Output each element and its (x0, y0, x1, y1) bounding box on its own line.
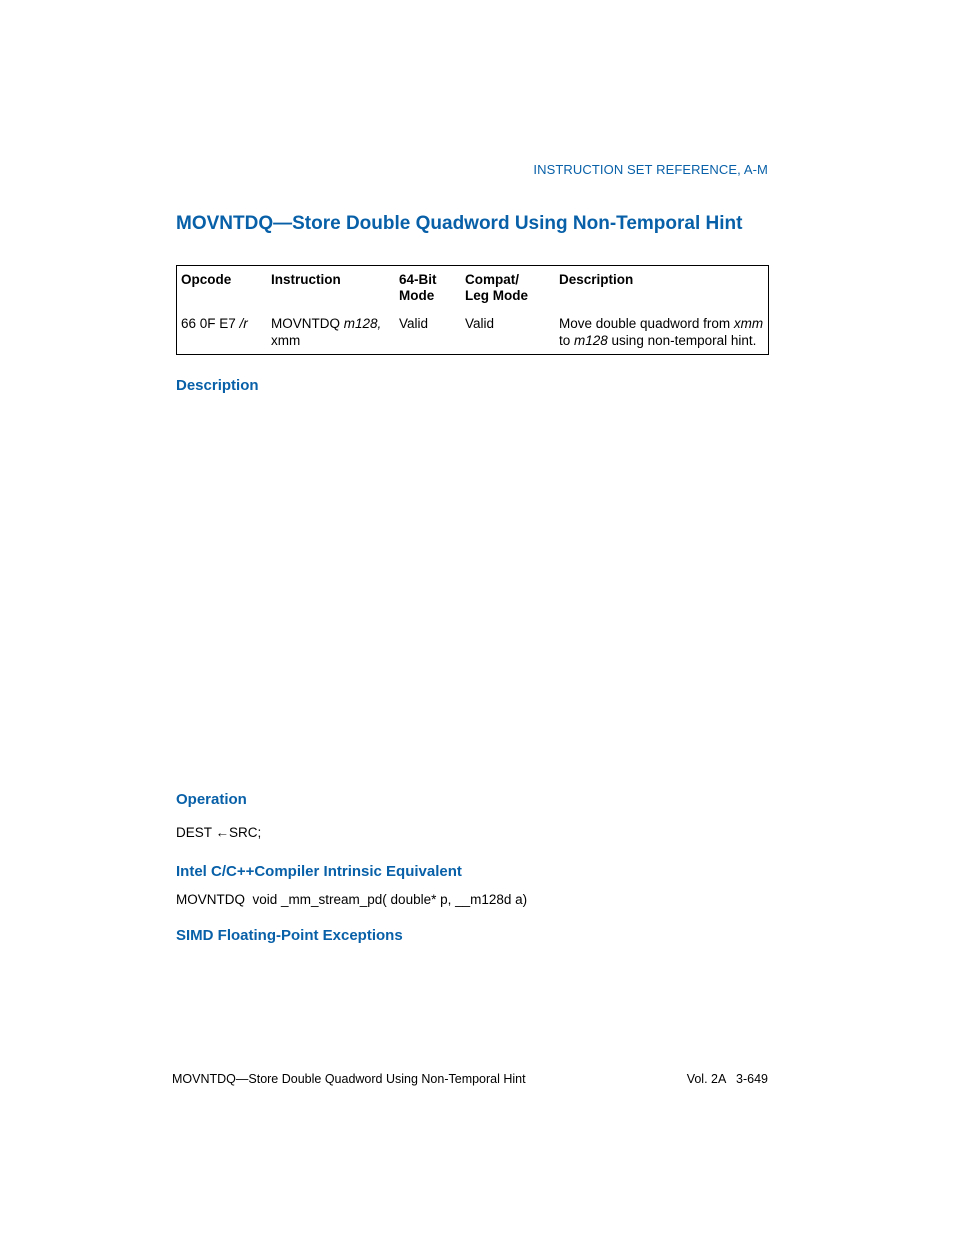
description-heading: Description (176, 377, 259, 394)
running-head: INSTRUCTION SET REFERENCE, A-M (533, 162, 768, 177)
desc-part3: using non-temporal hint. (607, 333, 757, 348)
instruction-italic: m128, (343, 316, 382, 331)
opcode-table (176, 265, 769, 355)
cell-description (555, 308, 769, 355)
operation-code: DEST ←SRC; (176, 825, 262, 840)
desc-part1: Move double quadword from (559, 316, 734, 331)
header-64bit-mode (395, 266, 461, 309)
instruction-main: MOVNTDQ (271, 316, 344, 331)
header-compat-line1: Compat/ (465, 272, 519, 287)
desc-italic1: xmm (733, 316, 764, 331)
operation-heading: Operation (176, 791, 247, 808)
header-instruction: Instruction (271, 272, 341, 287)
header-compat-line2: Leg Mode (465, 288, 528, 303)
cell-64bit-mode: Valid (399, 316, 429, 331)
opcode-main: 66 0F E7 (181, 316, 240, 331)
footer-right: Vol. 2A 3-649 (686, 1072, 768, 1086)
header-64bit-line2: Mode (399, 288, 435, 303)
footer-left: MOVNTDQ—Store Double Quadword Using Non-Temporal Hint (172, 1072, 526, 1086)
table-header-row (177, 266, 769, 309)
simd-exceptions-heading: SIMD Floating-Point Exceptions (176, 927, 403, 944)
desc-part2: to (559, 333, 575, 348)
header-description: Description (559, 272, 634, 287)
intrinsic-heading: Intel C/C++Compiler Intrinsic Equivalent (176, 863, 462, 880)
instruction-line2: xmm (271, 333, 301, 348)
table-row (177, 308, 769, 355)
header-compat-mode (461, 266, 555, 309)
opcode-italic: /r (239, 316, 248, 331)
header-opcode: Opcode (181, 272, 232, 287)
desc-italic2: m128 (574, 333, 608, 348)
cell-compat-mode: Valid (465, 316, 495, 331)
page-title: MOVNTDQ—Store Double Quadword Using Non-Temporal Hint (176, 213, 743, 234)
intrinsic-text: MOVNTDQ void _mm_stream_pd( double* p, __m128d a) (176, 892, 528, 907)
header-64bit-line1: 64-Bit (399, 272, 437, 287)
cell-instruction (267, 308, 395, 355)
cell-opcode (177, 308, 268, 355)
